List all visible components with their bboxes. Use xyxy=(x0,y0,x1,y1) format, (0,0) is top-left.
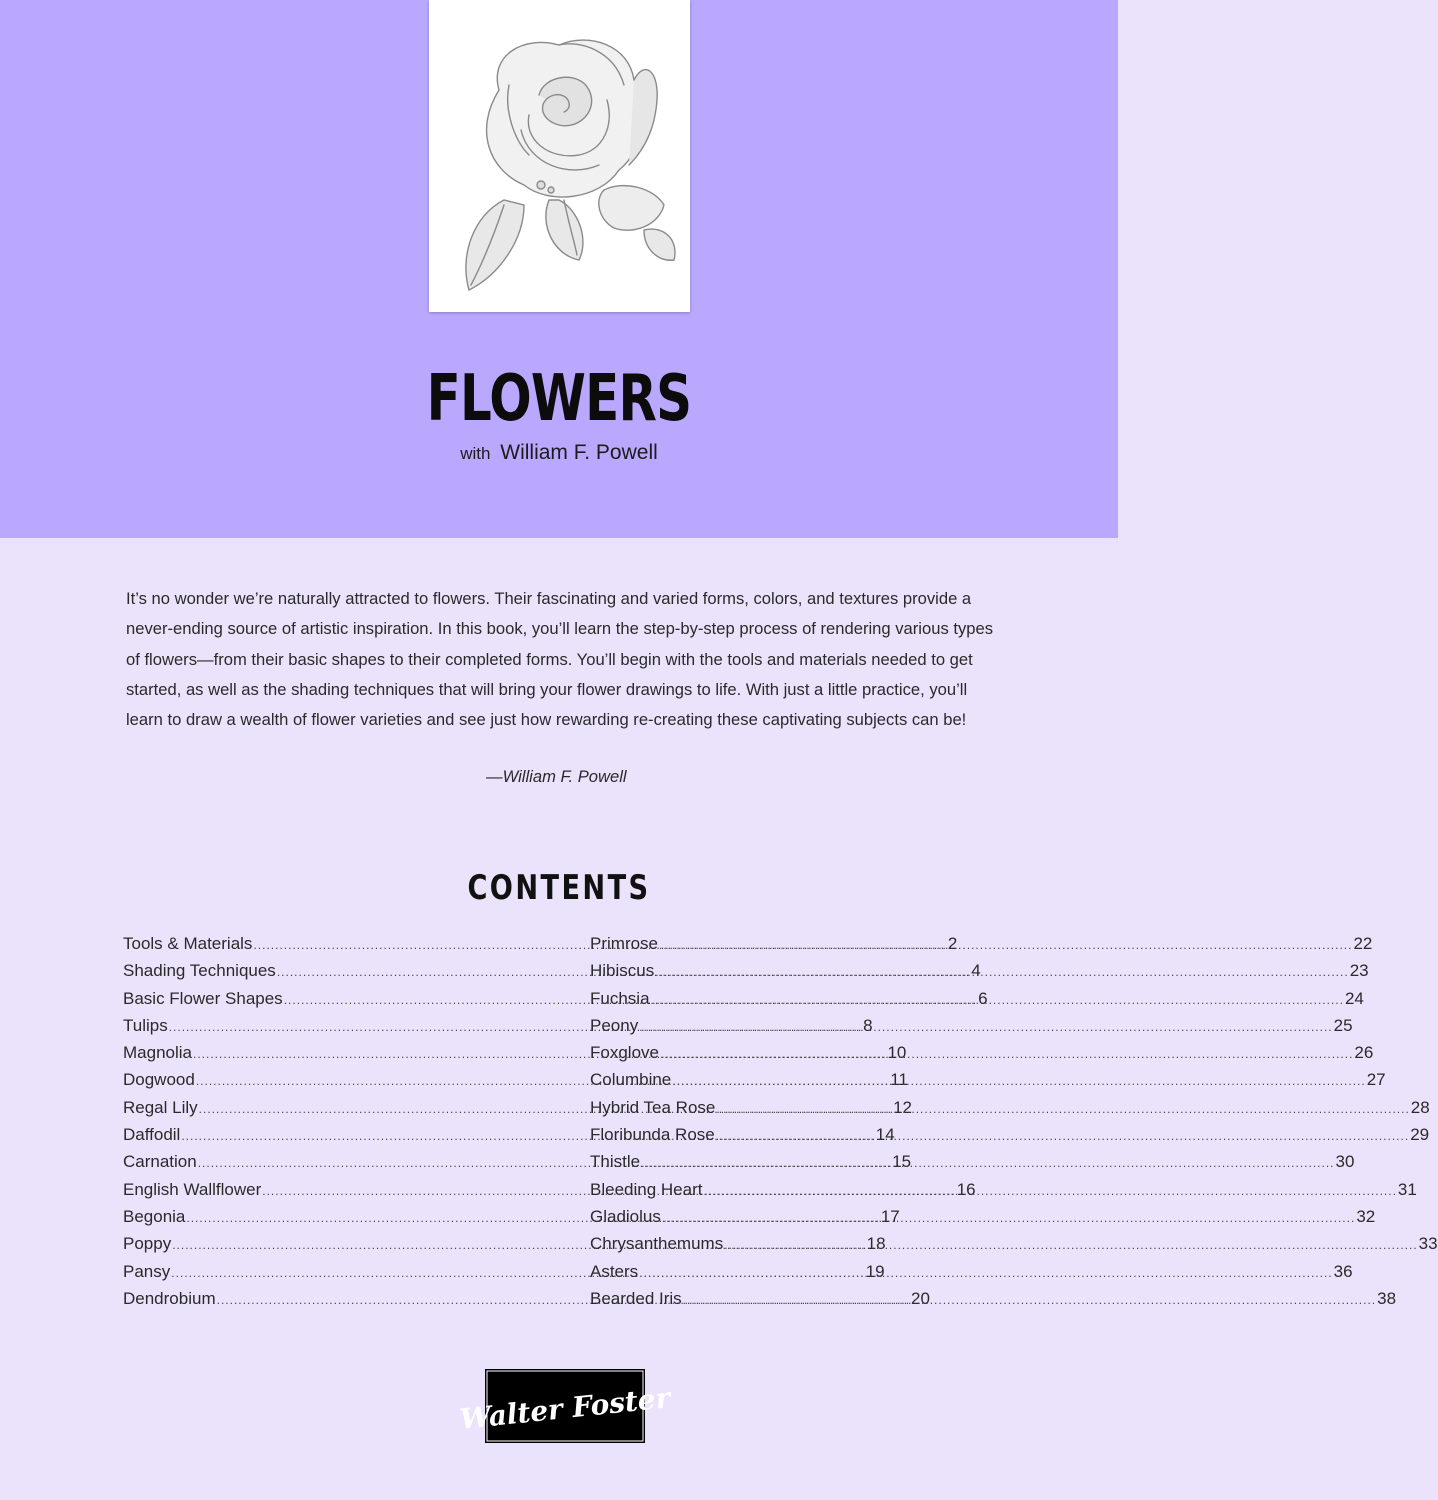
toc-dot-leader xyxy=(703,1184,1396,1198)
header-band xyxy=(0,0,1118,538)
cover-illustration-card xyxy=(429,0,690,312)
intro-signature: —William F. Powell xyxy=(486,767,627,786)
publisher-logo xyxy=(458,1369,672,1443)
toc-entry-page: 25 xyxy=(1333,1015,1353,1035)
toc-entry-title: Bearded Iris xyxy=(590,1288,682,1308)
toc-entry-title: Daffodil xyxy=(123,1125,181,1145)
toc-entry-page: 33 xyxy=(1418,1234,1438,1254)
toc-entry-title: Gladiolus xyxy=(590,1206,661,1226)
toc-entry-title: Tulips xyxy=(123,1015,168,1035)
book-title: FLOWERS xyxy=(426,362,692,436)
toc-entry-page: 11 xyxy=(890,1070,908,1090)
toc-entry-page: 2 xyxy=(947,934,958,953)
toc-entry xyxy=(590,1288,1397,1316)
toc-entry-title: Dendrobium xyxy=(123,1288,216,1308)
toc-entry-page: 17 xyxy=(880,1206,900,1226)
toc-entry-title: Bleeding Heart xyxy=(590,1179,703,1199)
rose-illustration xyxy=(429,0,690,312)
toc-entry-title: Peony xyxy=(590,1015,639,1035)
publisher-logo-text: Walter Foster xyxy=(458,1381,672,1436)
toc-entry-title: Basic Flower Shapes xyxy=(123,988,283,1008)
toc-entry xyxy=(590,1015,1353,1043)
toc-entry-page: 10 xyxy=(887,1043,907,1063)
toc-entry-page: 22 xyxy=(1353,934,1373,953)
toc-entry-title: Tools & Materials xyxy=(123,934,253,953)
toc-entry-title: Hybrid Tea Rose xyxy=(590,1097,716,1117)
toc-entry xyxy=(590,1179,1417,1207)
toc-entry xyxy=(590,1234,1438,1261)
toc-entry xyxy=(590,1070,1386,1097)
toc-entry-page: 15 xyxy=(892,1152,912,1172)
toc-entry-page: 38 xyxy=(1377,1288,1397,1308)
toc-entry-page: 30 xyxy=(1335,1152,1355,1172)
toc-entry-title: Columbine xyxy=(590,1070,672,1090)
toc-entry-page: 29 xyxy=(1410,1125,1430,1145)
toc-entry xyxy=(590,1206,1376,1234)
toc-entry-title: Poppy xyxy=(123,1234,172,1254)
toc-dot-leader xyxy=(639,1020,1332,1034)
walter-foster-logo-mark xyxy=(458,1369,672,1443)
toc-entry-title: Shading Techniques xyxy=(123,961,276,981)
toc-entry-page: 20 xyxy=(911,1288,930,1308)
toc-entry-title: Fuchsia xyxy=(590,988,650,1008)
toc-entry-title: Pansy xyxy=(123,1261,171,1281)
toc-entry-title: Hibiscus xyxy=(590,961,655,981)
toc-entry xyxy=(590,1125,1430,1152)
toc-entry-title: Begonia xyxy=(123,1206,186,1226)
toc-entry xyxy=(590,988,1364,1016)
toc-entry-page: 19 xyxy=(865,1261,885,1281)
toc-entry-title: Asters xyxy=(590,1261,639,1281)
toc-dot-leader xyxy=(660,1047,1353,1061)
toc-entry-title: Magnolia xyxy=(123,1043,192,1063)
toc-dot-leader xyxy=(683,1293,1376,1307)
byline-prefix: with xyxy=(460,444,491,463)
toc-entry-page: 28 xyxy=(1410,1097,1430,1117)
toc-entry-title: Thistle xyxy=(590,1152,641,1172)
toc-entry-title: Floribunda Rose xyxy=(590,1125,715,1145)
toc-entry-page: 8 xyxy=(863,1015,873,1035)
toc-dot-leader xyxy=(659,938,1352,952)
toc-entry-page: 16 xyxy=(956,1179,976,1199)
toc-entry xyxy=(590,934,1373,961)
toc-dot-leader xyxy=(655,965,1348,979)
toc-entry-page: 32 xyxy=(1356,1206,1376,1226)
toc-entry-page: 26 xyxy=(1354,1043,1374,1063)
toc-right-column xyxy=(590,934,1438,1316)
toc-dot-leader xyxy=(662,1211,1355,1225)
toc-entry xyxy=(590,961,1369,988)
toc-entry-page: 14 xyxy=(875,1125,895,1145)
toc-entry-title: Foxglove xyxy=(590,1043,659,1063)
toc-entry-page: 27 xyxy=(1366,1070,1386,1090)
toc-dot-leader xyxy=(672,1074,1365,1088)
intro-paragraph: It’s no wonder we’re naturally attracted to flowers. Their fascinating and varied forms, colors, and textures provide a never-ending source of artistic inspiration. In this book, you’ll learn the step-by-step process of rendering various types of flowers—from their basic shapes to their completed forms. You’ll begin with the tools and materials needed to get started, as well as the shading techniques that will bring your flower drawings to life. With just a little practice, you’ll learn to draw a wealth of flower varieties and see just how rewarding re-creating these captivating subjects can be! xyxy=(126,589,994,730)
toc-dot-leader xyxy=(724,1238,1417,1252)
toc-entry-title: Carnation xyxy=(123,1152,197,1172)
toc-entry-title: Dogwood xyxy=(123,1070,195,1090)
toc-entry-title: Primrose xyxy=(590,934,659,953)
toc-entry-page: 23 xyxy=(1349,961,1369,981)
toc-entry-page: 24 xyxy=(1344,988,1364,1008)
contents-heading: CONTENTS xyxy=(467,868,651,908)
toc-entry-page: 36 xyxy=(1333,1261,1353,1281)
toc-entry xyxy=(590,1043,1374,1070)
toc-entry-page: 4 xyxy=(971,961,981,981)
toc-dot-leader xyxy=(716,1129,1409,1143)
author-byline xyxy=(0,441,1118,465)
toc-entry-title: Chrysanthemums xyxy=(590,1234,724,1254)
toc-dot-leader xyxy=(639,1266,1332,1280)
toc-entry-title: Regal Lily xyxy=(123,1097,198,1117)
toc-entry-title: English Wallflower xyxy=(123,1179,262,1199)
toc-entry-page: 12 xyxy=(893,1097,913,1117)
author-name: William F. Powell xyxy=(500,441,658,464)
toc-entry-page: 18 xyxy=(866,1234,886,1254)
toc-entry xyxy=(590,1097,1430,1125)
toc-dot-leader xyxy=(641,1156,1334,1170)
toc-entry xyxy=(590,1152,1355,1179)
toc-entry-page: 6 xyxy=(978,988,988,1008)
toc-dot-leader xyxy=(651,993,1344,1007)
toc-entry xyxy=(590,1261,1353,1289)
toc-dot-leader xyxy=(716,1102,1409,1116)
toc-entry-page: 31 xyxy=(1397,1179,1417,1199)
